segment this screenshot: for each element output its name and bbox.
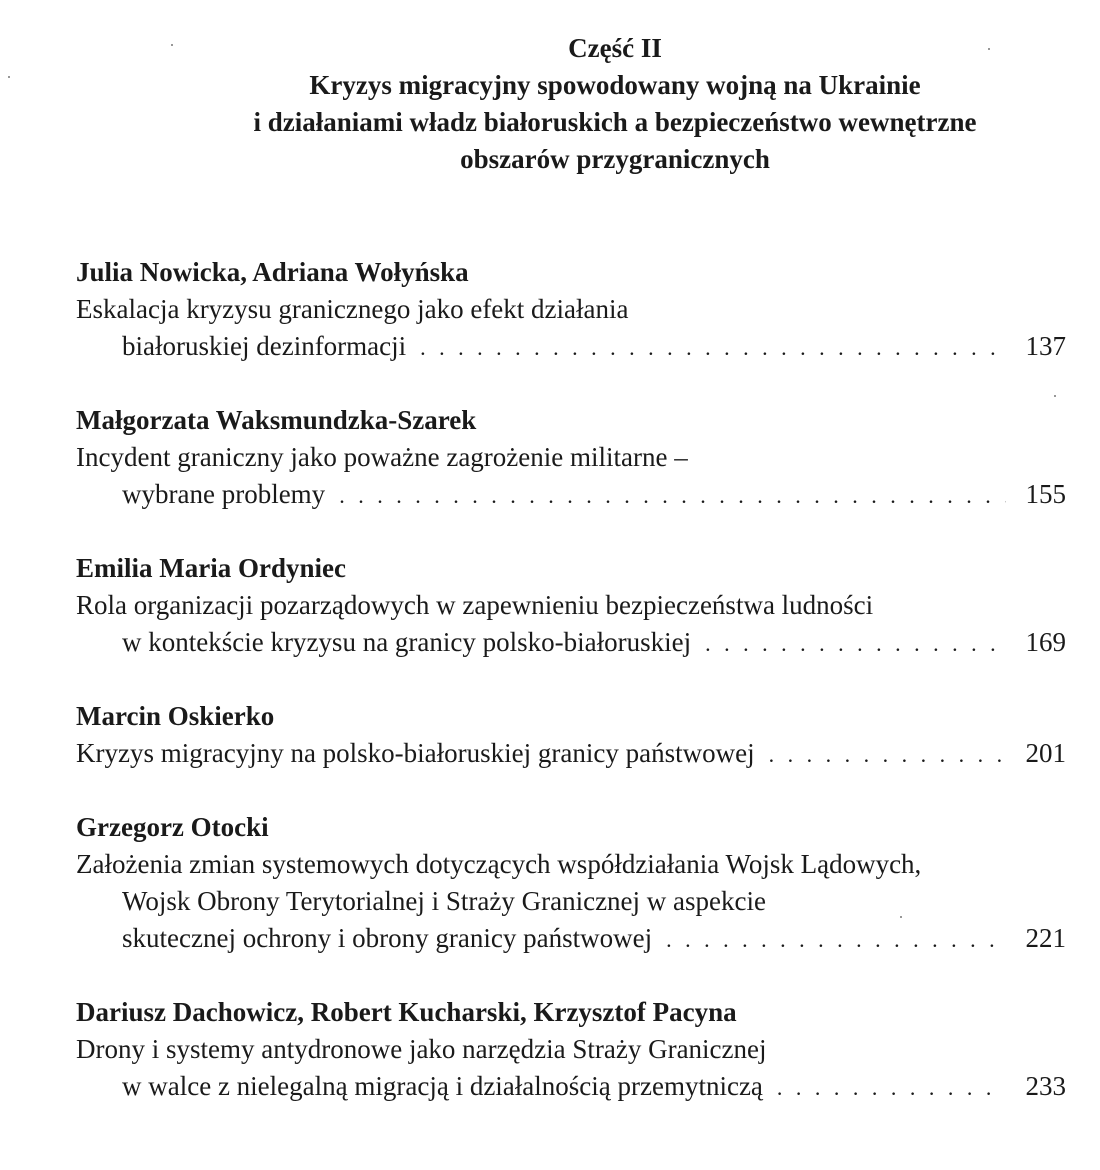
part-title-line: obszarów przygranicznych: [460, 144, 770, 174]
scan-speck: [1054, 395, 1056, 397]
entry-authors: Emilia Maria Ordyniec: [76, 553, 346, 583]
dot-leader: [769, 736, 1006, 773]
part-label: Część II: [568, 33, 662, 63]
entry-title-last-line: [76, 1068, 1066, 1106]
part-title-line: i działaniami władz białoruskich a bezpieczeństwo wewnętrzne: [253, 107, 977, 137]
part-header: [0, 30, 1100, 178]
entry-title-line: skutecznej ochrony i obrony granicy państwowej: [122, 923, 653, 953]
entry-title-last-line: [76, 476, 1066, 514]
dot-leader: [339, 477, 1006, 514]
toc-entry: [76, 994, 1066, 1106]
entry-title-last-line: [76, 624, 1066, 662]
table-of-contents: [76, 254, 1066, 1142]
toc-entry: [76, 254, 1066, 366]
entry-authors: Marcin Oskierko: [76, 701, 275, 731]
entry-title-line: Eskalacja kryzysu granicznego jako efekt działania: [76, 294, 629, 324]
dot-leader: [420, 329, 1006, 366]
page-number: 155: [1025, 479, 1066, 509]
dot-leader: [705, 625, 1006, 662]
entry-title-line: w kontekście kryzysu na granicy polsko-białoruskiej: [122, 627, 692, 657]
page-number: 169: [1025, 627, 1066, 657]
scan-speck: [171, 44, 173, 46]
entry-title-line: Drony i systemy antydronowe jako narzędzia Straży Granicznej: [76, 1034, 767, 1064]
entry-title-line: Rola organizacji pozarządowych w zapewnieniu bezpieczeństwa ludności: [76, 590, 874, 620]
entry-authors: Małgorzata Waksmundzka-Szarek: [76, 405, 477, 435]
entry-title-last-line: [76, 328, 1066, 366]
entry-title-line: Wojsk Obrony Terytorialnej i Straży Granicznej w aspekcie: [122, 886, 766, 916]
entry-title-line: w walce z nielegalną migracją i działalnością przemytniczą: [122, 1071, 763, 1101]
entry-title-line: Kryzys migracyjny na polsko-białoruskiej granicy państwowej: [76, 738, 755, 768]
toc-entry: [76, 809, 1066, 958]
entry-authors: Grzegorz Otocki: [76, 812, 269, 842]
entry-title-last-line: [76, 735, 1066, 773]
entry-title-line: białoruskiej dezinformacji: [122, 331, 407, 361]
entry-title-last-line: [76, 920, 1066, 958]
page-number: 137: [1025, 331, 1066, 361]
scan-speck: [8, 76, 10, 78]
page-number: 201: [1025, 738, 1066, 768]
part-title-line: Kryzys migracyjny spowodowany wojną na Ukrainie: [309, 70, 921, 100]
dot-leader: [777, 1069, 1006, 1106]
page-number: 221: [1025, 923, 1066, 953]
entry-title-line: Założenia zmian systemowych dotyczących współdziałania Wojsk Lądowych,: [76, 849, 922, 879]
dot-leader: [666, 921, 1006, 958]
entry-title-line: wybrane problemy: [122, 479, 326, 509]
scan-speck: [900, 916, 902, 918]
entry-authors: Dariusz Dachowicz, Robert Kucharski, Krzysztof Pacyna: [76, 997, 737, 1027]
page-number: 233: [1025, 1071, 1066, 1101]
toc-entry: [76, 550, 1066, 662]
scan-speck: [988, 48, 990, 50]
entry-title-line: Incydent graniczny jako poważne zagrożenie militarne –: [76, 442, 688, 472]
entry-authors: Julia Nowicka, Adriana Wołyńska: [76, 257, 469, 287]
toc-entry: [76, 698, 1066, 773]
toc-entry: [76, 402, 1066, 514]
